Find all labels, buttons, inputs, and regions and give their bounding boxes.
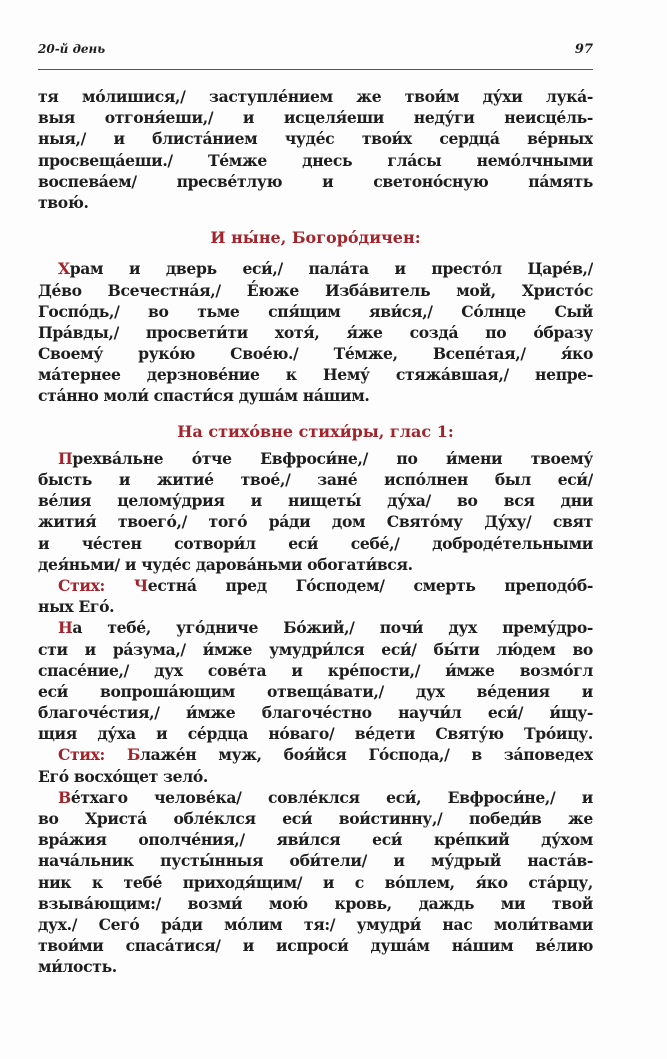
paragraph-sticheron-3 (38, 787, 593, 978)
text-line: ма́тернее дерзнове́ние к Нему́ стяжа́вшая,/ непре- (38, 365, 593, 385)
page-body (38, 86, 593, 978)
text-line: ста́нно моли́ спасти́ся душа́м на́шим. (38, 386, 370, 406)
text-line: вра́жия ополче́ния,/ яви́лся еси́ кре́пкий ду́хом (38, 830, 593, 850)
text-line: во Христа́ обле́клся еси́ вои́стинну,/ победи́в же (38, 809, 593, 828)
text-line: щия ду́ха и се́рдца но́ваго/ ве́дети Святу́ю Тро́ицу. (38, 724, 593, 744)
section-heading-theotokion: И ны́не, Богоро́дичен: (210, 228, 421, 248)
text-line: бысть и житие́ твое́,/ зане́ испо́лнен был еси́/ (38, 470, 593, 489)
text-line (38, 744, 593, 765)
text-line: твои́ми спаса́тися/ и испроси́ душа́м на́шим ве́лию (38, 936, 593, 956)
running-title: 20-й день (38, 42, 106, 56)
text-line: взыва́ющим:/ возми́ мою́ кровь, даждь ми твой (38, 893, 593, 913)
verse-1 (38, 575, 593, 617)
text-line: Госпо́дь,/ во тьме спя́щим яви́ся,/ Со́лнце Сый (38, 301, 593, 321)
text-line: дея́ньми/ и чуде́с дарова́ньми обогати́вся. (38, 554, 413, 574)
text-line (38, 575, 593, 596)
text-line (38, 448, 593, 469)
text-line: еси́ вопроша́ющим отвеща́вати,/ дух ве́дения и (38, 681, 593, 701)
text-line: дух./ Сего́ ра́ди мо́лим тя:/ умудри́ нас моли́твами (38, 914, 593, 934)
drop-initial: Ч (133, 575, 148, 595)
line-text: рам и дверь еси́,/ пала́та и престо́л Царе́в,/ (69, 259, 593, 279)
line-text: естна́ пред Го́сподем/ смерть преподо́б- (147, 575, 593, 595)
page-header (38, 42, 593, 62)
page-number: 97 (574, 42, 593, 57)
text-line: благоче́стия,/ и́мже благоче́стно научи́л еси́/ и́щу- (38, 703, 593, 723)
text-line: сти и ра́зума,/ и́мже умудри́лся еси́/ бы́ти лю́дем во (38, 639, 593, 659)
text-line: просвеща́еши./ Те́мже днесь гла́сы немо́лчными (38, 150, 593, 170)
text-line (38, 787, 593, 808)
verse-label: Стих: (58, 575, 134, 595)
text-line: спасе́ние,/ дух сове́та и кре́пости,/ и́мже возмо́гл (38, 660, 593, 680)
line-text: а тебе́, уго́дниче Бо́жий,/ почи́ дух прему́дро- (72, 618, 593, 638)
text-line: Пра́вды,/ просвети́ти хотя́, я́же созда́ по о́бразу (38, 322, 593, 342)
drop-initial: В (58, 787, 71, 807)
text-line: ник к тебе́ приходя́щим/ и с во́плем, я́ко ста́рцу, (38, 872, 593, 892)
line-text: е́тхаго челове́ка/ совле́клся еси́, Евфроси́не,/ и (70, 787, 593, 807)
drop-initial: Б (126, 745, 140, 765)
text-line: выя отгоня́еши,/ и исцеля́еши неду́ги неисце́ль- (38, 108, 593, 128)
drop-initial: Н (58, 618, 73, 638)
text-line: Своему́ руко́ю Свое́ю./ Те́мже, Всепе́тая,/ я́ко (38, 344, 593, 364)
section-heading-aposticha: На стихо́вне стихи́ры, глас 1: (177, 421, 454, 441)
paragraph-sticheron-1 (38, 448, 593, 575)
line-text: лаже́н муж, боя́йся Го́спода,/ в за́поведех (139, 745, 593, 765)
text-line: нача́льник пусты́нныя оби́тели/ и му́дрый наста́в- (38, 851, 593, 871)
text-line: и че́стен сотвори́л еси́ себе́,/ доброде́тельными (38, 533, 593, 553)
drop-initial: П (58, 448, 73, 468)
verse-2 (38, 744, 593, 786)
text-line: твою́. (38, 192, 89, 212)
text-line: ныя,/ и блиста́нием чуде́с твои́х сердца́ ве́рных (38, 129, 593, 149)
text-line: Де́во Всечестна́я,/ Е́юже Изба́витель мой, Христо́с (38, 280, 593, 300)
line-text: рехва́льне о́тче Евфроси́не,/ по и́мени твоему́ (72, 448, 593, 468)
text-line: жития́ твоего́,/ того́ ра́ди дом Свято́му Ду́ху/ свят (38, 512, 593, 532)
paragraph-theotokion (38, 258, 593, 406)
text-line: ве́лия целому́дрия и нищеты́ ду́ха/ во вся дни (38, 491, 593, 511)
text-line: ных Его́. (38, 597, 115, 617)
text-line: Его́ восхо́щет зело́. (38, 766, 208, 786)
text-line: ми́лость. (38, 957, 117, 977)
verse-label: Стих: (58, 745, 127, 765)
text-line (38, 258, 593, 279)
drop-initial: Х (58, 259, 70, 279)
paragraph-troparion-end (38, 86, 593, 213)
text-line (38, 617, 593, 638)
paragraph-sticheron-2 (38, 617, 593, 744)
text-line: тя мо́лишися,/ заступле́нием же твои́м ду́хи лука́- (38, 87, 593, 106)
text-line: воспева́ем/ пресве́тлую и светоно́сную па́мять (38, 171, 593, 191)
header-rule (38, 69, 593, 70)
